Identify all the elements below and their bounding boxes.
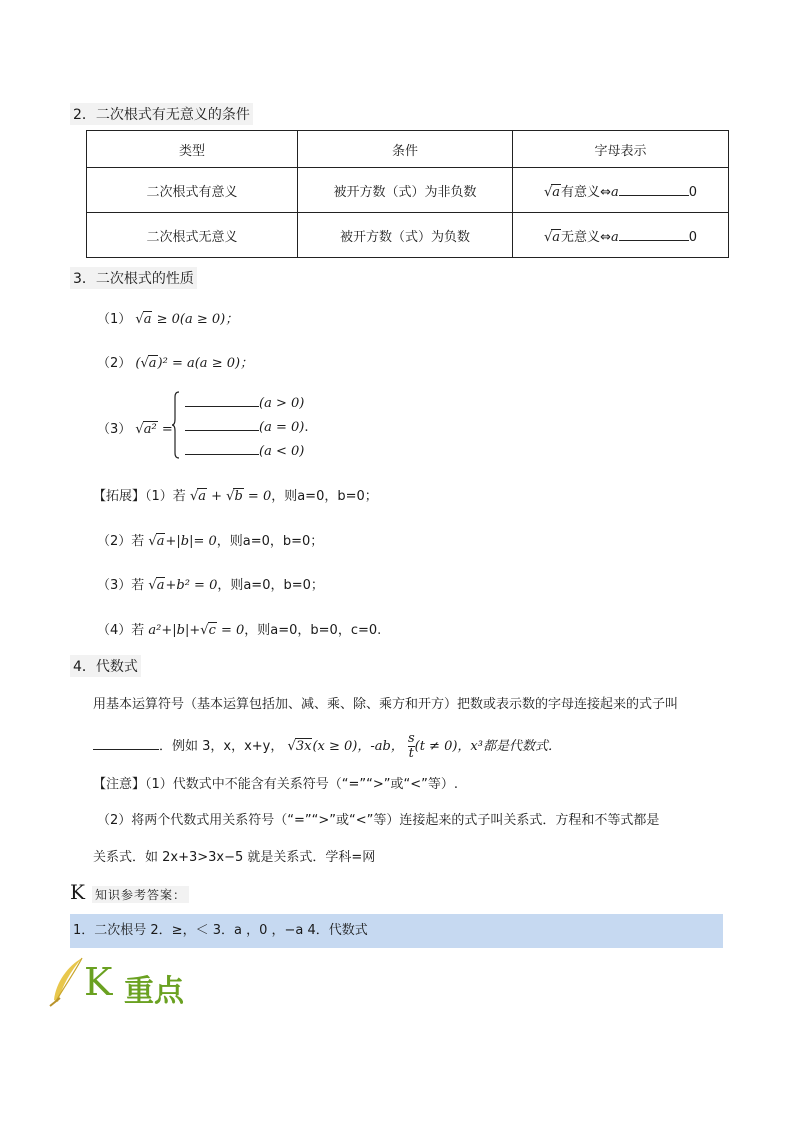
property-expression: ≥ 0(a ≥ 0)； — [156, 312, 239, 327]
notation-text: 无意义 — [561, 229, 601, 245]
key-points-logo — [46, 956, 196, 1015]
sqrt-a-expression: √a — [148, 534, 165, 549]
examples-text: (t ≠ 0)，x³都是代数式． — [414, 739, 561, 754]
left-brace-icon — [172, 391, 180, 459]
table-row — [87, 168, 729, 213]
sqrt-a-expression: √a — [135, 312, 152, 327]
property-2 — [97, 352, 253, 371]
table-cell-notation — [513, 168, 729, 213]
fraction-s-over-t: $\frac{s}{t}$ — [407, 731, 415, 761]
extension-3 — [97, 574, 324, 593]
notation-tail: 0 — [688, 229, 698, 245]
table-cell-type: 二次根式无意义 — [87, 213, 298, 258]
extension-label: 【拓展】 — [93, 489, 146, 504]
table-header-type: 类型 — [87, 131, 298, 168]
note-label: 【注意】 — [93, 777, 146, 792]
sqrt-sum-expression: √a + √b — [189, 489, 243, 504]
notation-text: 有意义 — [561, 184, 601, 200]
answer-blank — [619, 183, 689, 196]
k-marker-icon: K — [70, 880, 85, 904]
table-cell-condition: 被开方数（式）为非负数 — [298, 168, 513, 213]
notation-tail: 0 — [688, 184, 698, 200]
extension-tail: ，则a=0，b=0； — [216, 534, 324, 549]
notation-var: a — [610, 229, 619, 245]
item-number: （2）若 — [97, 534, 145, 549]
extension-expression: +|b|= 0 — [165, 534, 217, 549]
extension-1 — [93, 485, 378, 504]
case-condition: (a = 0) — [259, 420, 305, 435]
property-1 — [97, 308, 238, 327]
case-end: . — [304, 420, 309, 435]
item-number: （3） — [97, 422, 132, 437]
case-line — [185, 394, 304, 411]
item-number: （2） — [97, 356, 132, 371]
iff-symbol: ⇔ — [600, 184, 611, 200]
extension-expression: = 0 — [216, 623, 245, 638]
table-header-notation: 字母表示 — [513, 131, 729, 168]
case-line — [185, 442, 304, 459]
answer-text: 1．二次根号 2．≥，＜ 3．a ，0 ，−a 4．代数式 — [73, 923, 368, 938]
table-header-condition: 条件 — [298, 131, 513, 168]
section-4-heading: 4．代数式 — [70, 655, 141, 677]
examples-text: ．例如 3，x，x+y， — [159, 739, 284, 754]
property-3 — [97, 418, 173, 437]
extension-2 — [97, 530, 323, 549]
answer-banner — [70, 914, 723, 948]
case-condition: (a < 0) — [259, 444, 305, 459]
answer-blank — [619, 228, 689, 241]
answer-blank — [185, 442, 259, 455]
note-1 — [93, 773, 458, 792]
note-2b: 关系式．如 2x+3>3x−5 就是关系式．学科=网 — [93, 850, 376, 865]
answer-blank — [93, 737, 159, 750]
extension-tail: ，则a=0，b=0，c=0. — [244, 623, 382, 638]
condition-table — [86, 130, 729, 258]
table-cell-notation — [513, 213, 729, 258]
answer-key-label: 知识参考答案： — [92, 886, 189, 903]
table-header-row — [87, 131, 729, 168]
item-number: （1） — [97, 312, 132, 327]
iff-symbol: ⇔ — [600, 229, 611, 245]
sqrt-a-expression: √a — [148, 578, 165, 593]
note-2a: （2）将两个代数式用关系符号（“=”“>”或“<”等）连接起来的式子叫关系式．方程和不等式都是 — [97, 813, 660, 828]
note-text: （1）代数式中不能含有关系符号（“=”“>”或“<”等）. — [145, 777, 459, 792]
section-2-heading: 2．二次根式有无意义的条件 — [70, 103, 253, 125]
case-line — [185, 418, 308, 435]
answer-blank — [185, 418, 259, 431]
item-number: （3）若 — [97, 578, 145, 593]
answer-blank — [185, 394, 259, 407]
examples-text: (x ≥ 0)，-ab， — [312, 739, 404, 754]
extension-expression: = 0 — [243, 489, 272, 504]
definition-paragraph: 用基本运算符号（基本运算包括加、减、乘、除、乘方和开方）把数或表示数的字母连接起来的式子叫 — [93, 697, 679, 712]
property-expression: )² = a(a ≥ 0)； — [157, 356, 254, 371]
extension-4 — [97, 619, 381, 638]
table-cell-condition: 被开方数（式）为负数 — [298, 213, 513, 258]
extension-tail: ，则a=0，b=0； — [271, 489, 378, 504]
notation-var: a — [610, 184, 619, 200]
sqrt-3x-expression: √3x — [287, 739, 312, 754]
extension-tail: ，则a=0，b=0； — [217, 578, 324, 593]
table-row — [87, 213, 729, 258]
sqrt-a-expression: √a — [543, 184, 561, 200]
sqrt-a-expression: √a — [543, 229, 561, 245]
logo-text: 重点 — [124, 974, 184, 1009]
table-cell-type: 二次根式有意义 — [87, 168, 298, 213]
item-number: （1）若 — [145, 489, 186, 504]
sqrt-c-expression: √c — [200, 623, 216, 638]
item-number: （4）若 — [97, 623, 145, 638]
sqrt-a-squared-expression: √a² = — [135, 422, 173, 437]
sqrt-a-expression: (√a — [135, 356, 157, 371]
definition-examples — [93, 732, 561, 761]
extension-expression: a²+|b|+ — [148, 623, 201, 638]
logo-letter: K — [84, 960, 113, 1004]
case-condition: (a > 0) — [259, 396, 305, 411]
extension-expression: +b² = 0 — [165, 578, 218, 593]
section-3-heading: 3．二次根式的性质 — [70, 267, 197, 289]
